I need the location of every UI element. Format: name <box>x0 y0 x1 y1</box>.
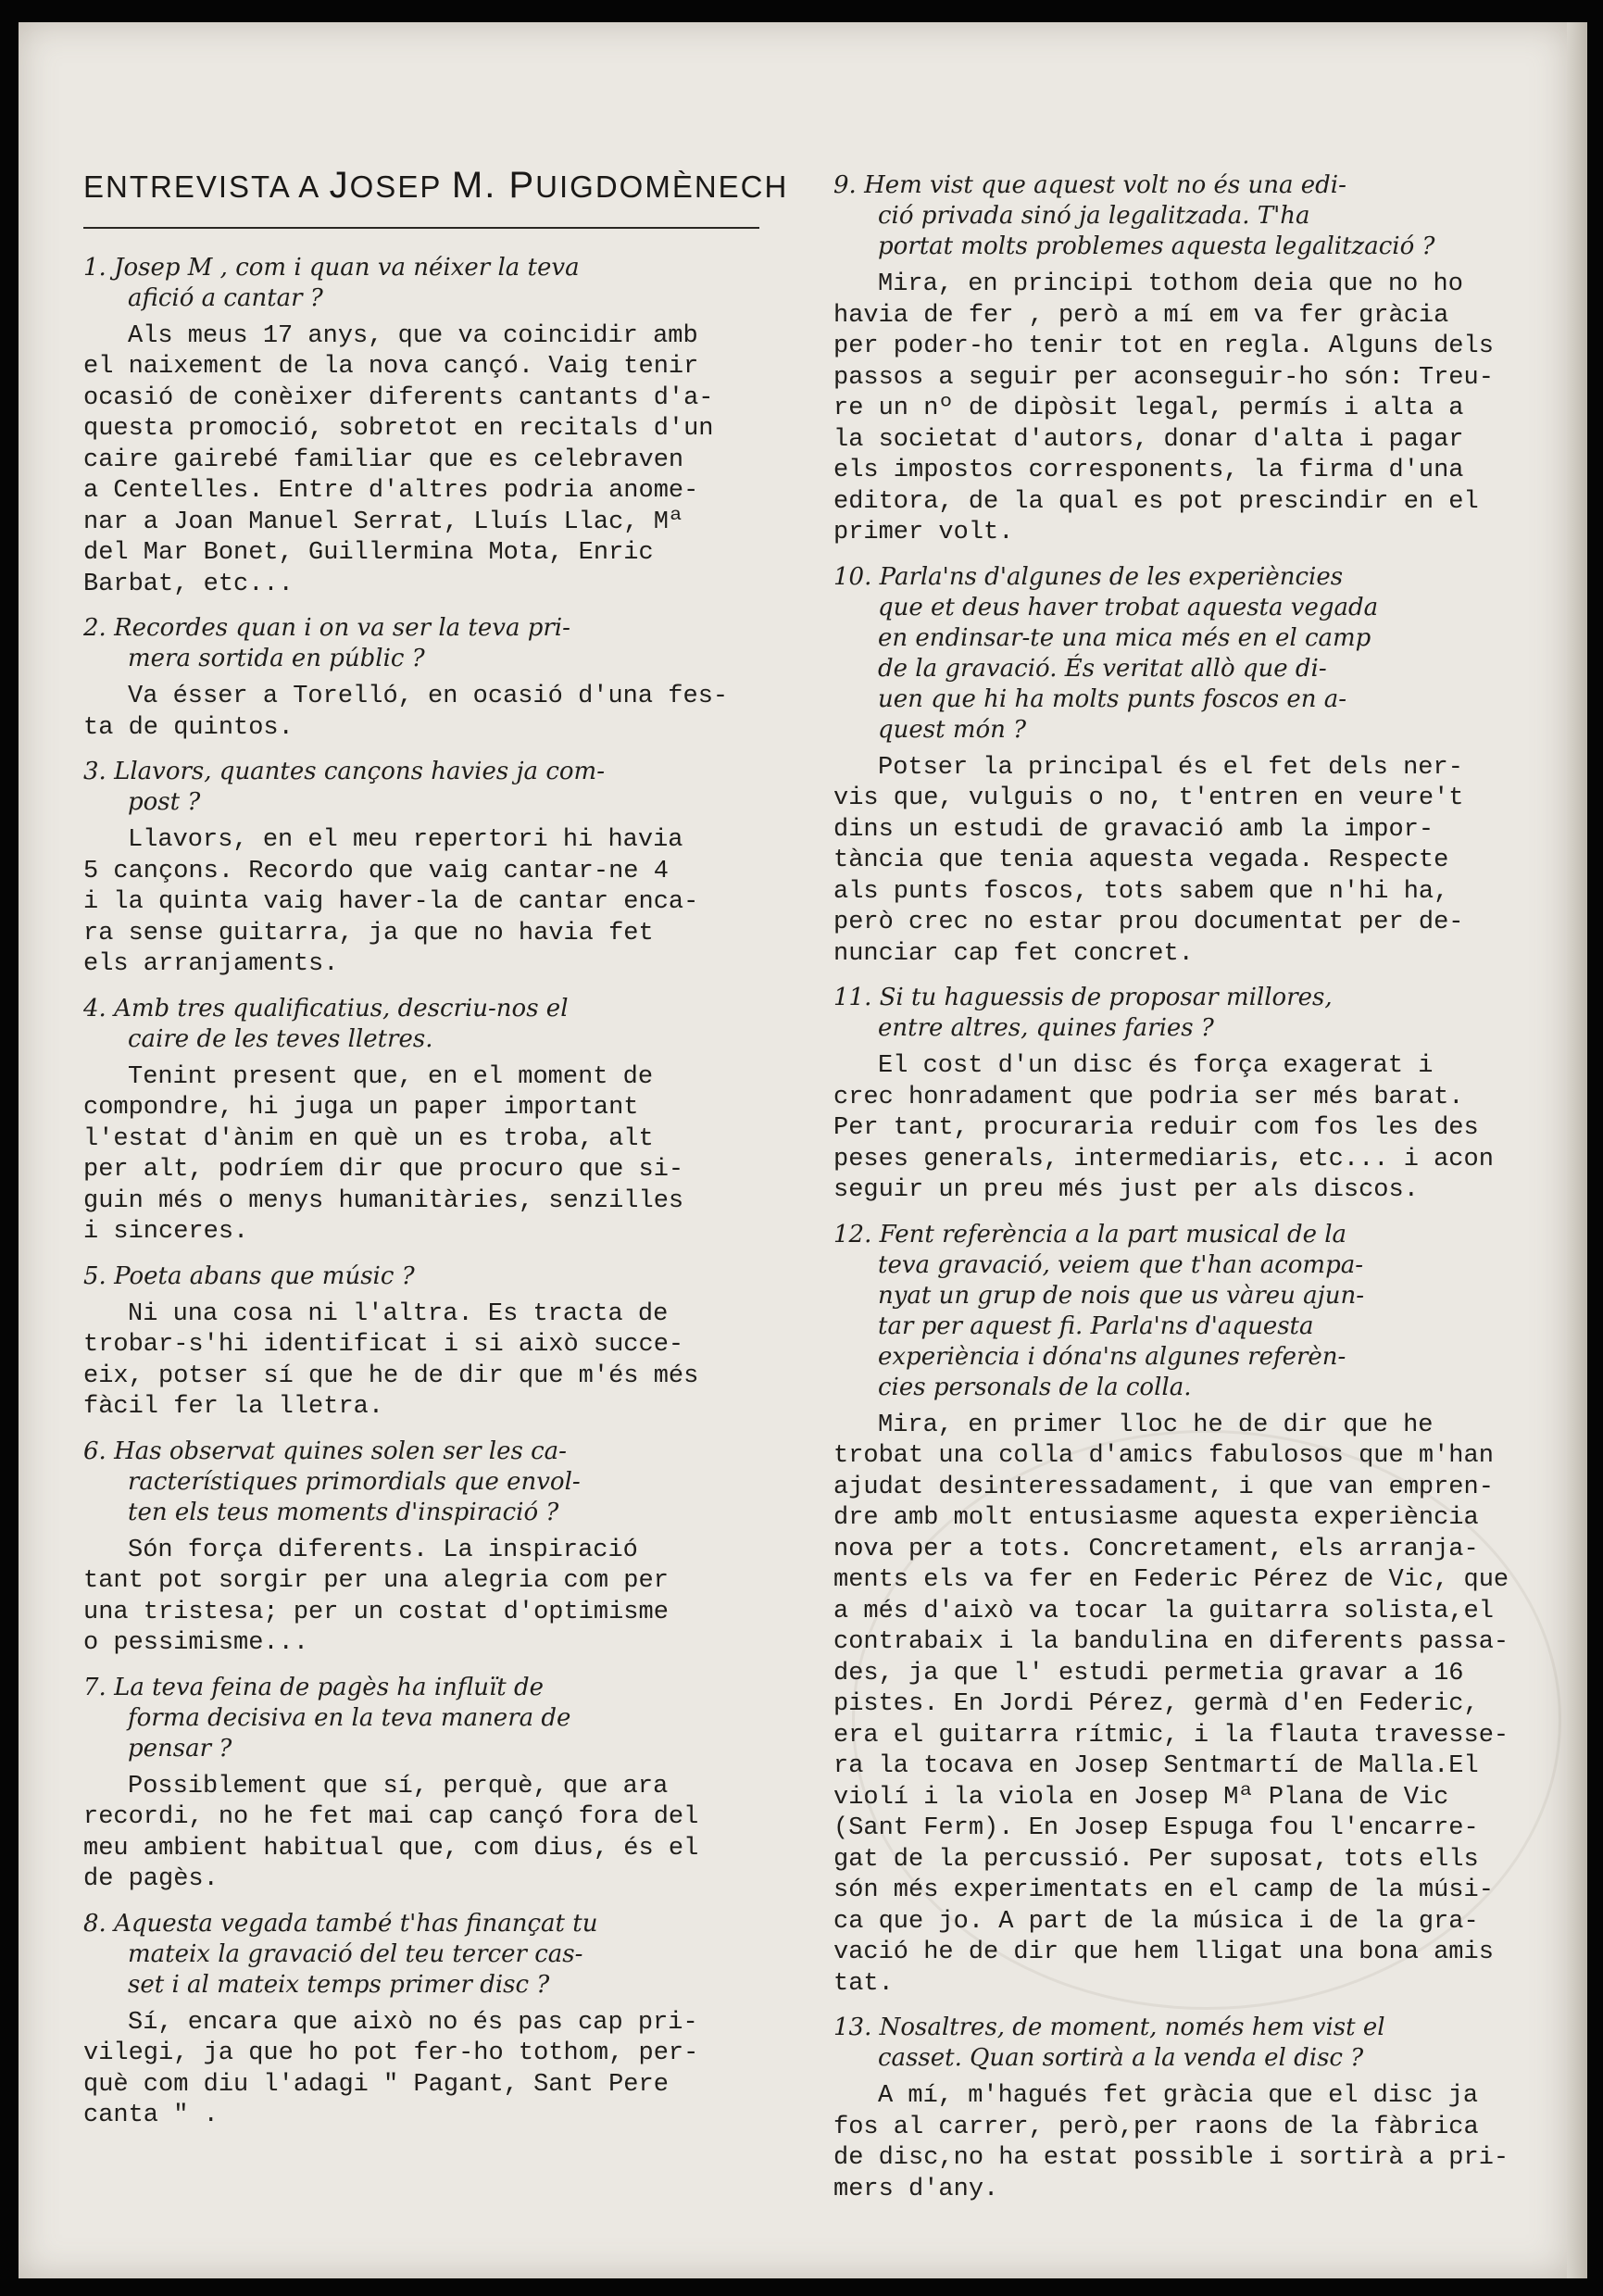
answer: Ni una cosa ni l'altra. Es tracta de trobar-s'hi identificat i si això succe- eix, potser sí que he de dir que m'és més fàcil fer la lletra. <box>83 1299 699 1421</box>
interview-item <box>833 170 1537 549</box>
answer: Mira, en principi tothom deia que no ho havia de fer , però a mí em va fer gràcia per poder-ho tenir tot en regla. Alguns dels passos a seguir per aconseguir-ho són: Treu- re un nº de dipòsit legal, permís i alta a la societat d'autors, donar d'alta i pagar els impostos corresponents, la firma d'una editora, de la qual es pot prescindir en el primer volt. <box>833 270 1494 546</box>
interview-item <box>83 613 759 744</box>
interview-item <box>833 1220 1537 2001</box>
question: 6. Has observat quines solen ser les ca- racterístiques primordials que envol- ten els teus moments d'inspiració ? <box>83 1437 581 1526</box>
answer: Llavors, en el meu repertori hi havia 5 cançons. Recordo que vaig cantar-ne 4 i la quinta vaig haver-la de cantar enca- ra sense guitarra, ja que no havia fet els arranjaments. <box>83 826 699 978</box>
answer: Va ésser a Torelló, en ocasió d'una fes- ta de quintos. <box>83 683 729 742</box>
question: 11. Si tu haguessis de proposar millores, entre altres, quines faries ? <box>833 984 1333 1042</box>
interview-item <box>83 994 759 1248</box>
interview-item <box>83 757 759 981</box>
question: 4. Amb tres qualificatius, descriu-nos el caire de les teves lletres. <box>83 994 569 1053</box>
answer: Als meus 17 anys, que va coincidir amb el naixement de la nova cançó. Vaig tenir ocasió de conèixer diferents cantants d'a- questa promoció, sobretot en recitals d'un caire gairebé familiar que es celebraven a Centelles. Entre d'altres podria anome- nar a Joan Manuel Serrat, Lluís Llac, Mª del Mar Bonet, Guillermina Mota, Enric Barbat, etc... <box>83 321 714 598</box>
title-text: ENTREVISTA A <box>83 169 330 204</box>
title-text: J <box>329 165 350 206</box>
interview-item <box>833 562 1537 971</box>
answer: Tenint present que, en el moment de compondre, hi juga un paper important l'estat d'ànim en què un es troba, alt per alt, podríem dir que procuro que si- guin més o menys humanitàries, senzilles i sinceres. <box>83 1062 684 1246</box>
answer: Mira, en primer lloc he de dir que he trobat una colla d'amics fabulosos que m'han ajudat desinteressadament, i que van empren- dre amb molt entusiasme aquesta experiència nova per a tots. Concretament, els arranja- ments els va fer en Federic Pérez de Vic, que a més d'això va tocar la guitarra solista,el contrabaix i la bandulina en diferents passa- des, ja que l' estudi permetia gravar a 16 pistes. En Jordi Pérez, germà d'en Federic, era el guitarra rítmic, i la flauta travesse- ra la tocava en Josep Sentmartí de Malla.El violí i la viola en Josep Mª Plana de Vic (Sant Ferm). En Josep Espuga fou l'encarre- gat de la percussió. Per suposat, tots ells són més experimentats en el camp de la músi- ca que jo. A part de la música i de la gra- vació he de dir que hem lligat una bona amis tat. <box>833 1411 1509 1998</box>
answer: A mí, m'hagués fet gràcia que el disc ja fos al carrer, però,per raons de la fàbrica de disc,no ha estat possible i sortirà a pri- mers d'any. <box>833 2082 1509 2203</box>
interview-item <box>83 1909 759 2132</box>
answer: Sí, encara que això no és pas cap pri- vilegi, ja que ho pot fer-ho tothom, per- què com diu l'adagi " Pagant, Sant Pere canta " . <box>83 2008 699 2129</box>
title-text: P <box>496 165 536 206</box>
interview-item <box>83 1673 759 1896</box>
title-text: UIGDOMÈNECH <box>535 169 789 204</box>
question: 8. Aquesta vegada també t'has finançat tu mateix la gravació del teu tercer cas- set i al mateix temps primer disc ? <box>83 1909 598 1999</box>
page-fold-edge <box>1567 22 1587 2278</box>
title-text: M. <box>451 165 497 206</box>
question: 3. Llavors, quantes cançons havies ja com- post ? <box>83 758 605 816</box>
answer: Són força diferents. La inspiració tant pot sorgir per una alegria com per una tristesa; per un costat d'optimisme o pessimisme... <box>83 1536 669 1657</box>
interview-item <box>833 2013 1537 2205</box>
question: 9. Hem vist que aquest volt no és una edi- ció privada sinó ja legalitzada. T'ha portat molts problemes aquesta legalització ? <box>833 171 1435 260</box>
title-text: OSEP <box>349 169 452 204</box>
question: 13. Nosaltres, de moment, només hem vist el casset. Quan sortirà a la venda el disc ? <box>833 2014 1385 2072</box>
question: 1. Josep M , com i quan va néixer la teva afició a cantar ? <box>83 253 580 312</box>
interview-item <box>83 1437 759 1660</box>
interview-item <box>83 1261 759 1424</box>
right-column <box>833 170 1537 2218</box>
question: 7. La teva feina de pagès ha influït de forma decisiva en la teva manera de pensar ? <box>83 1673 571 1763</box>
answer: Possiblement que sí, perquè, que ara recordi, no he fet mai cap cançó fora del meu ambient habitual que, com dius, és el de pagès. <box>83 1772 699 1893</box>
answer: Potser la principal és el fet dels ner- vis que, vulguis o no, t'entren en veure't dins un estudi de gravació amb la impor- tància que tenia aquesta vegada. Respecte als punts foscos, tots sabem que n'hi ha, però crec no estar prou documentat per de- nunciar cap fet concret. <box>833 753 1464 968</box>
magazine-page <box>19 22 1570 2278</box>
answer: El cost d'un disc és força exagerat i crec honradament que podria ser més barat. Per tant, procuraria reduir com fos les des peses generals, intermediaris, etc... i acon seguir un preu més just per als discos. <box>833 1052 1494 1204</box>
question: 2. Recordes quan i on va ser la teva pri- mera sortida en públic ? <box>83 614 570 672</box>
article-title <box>83 165 789 229</box>
question: 12. Fent referència a la part musical de la teva gravació, veiem que t'han acompa- nyat un grup de nois que us vàreu ajun- tar per aquest fi. Parla'ns d'aquesta experiència i dóna'ns algunes referèn- cies personals de la colla. <box>833 1220 1364 1401</box>
left-column <box>83 165 789 2145</box>
question: 5. Poeta abans que músic ? <box>83 1261 415 1290</box>
interview-item <box>833 983 1537 1207</box>
interview-item <box>83 253 759 601</box>
question: 10. Parla'ns d'algunes de les experiències que et deus haver trobat aquesta vegada en endinsar-te una mica més en el camp de la gravació. És veritat allò que di- uen que hi ha molts punts foscos en a- quest món ? <box>833 562 1379 744</box>
